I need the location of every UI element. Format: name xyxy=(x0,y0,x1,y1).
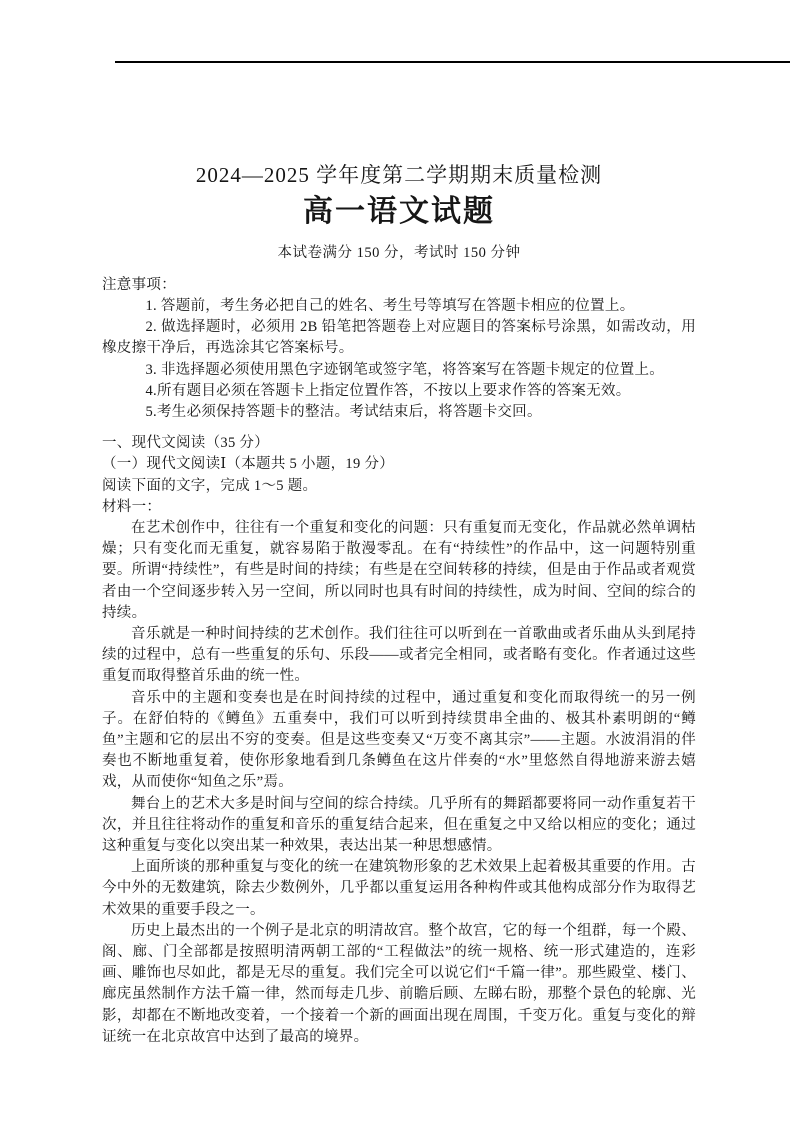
material-label: 材料一： xyxy=(102,498,162,515)
exam-session-title: 2024—2025 学年度第二学期期末质量检测 xyxy=(195,163,603,187)
notice-item: 1. 答题前，考生务必把自己的姓名、考生号等填写在答题卡相应的位置上。 xyxy=(145,297,635,314)
subsection-heading: （一）现代文阅读Ⅰ（本题共 5 小题，19 分） xyxy=(102,456,395,473)
material-paragraph: 音乐就是一种时间持续的艺术创作。我们往往可以听到在一首歌曲或者乐曲从头到尾持续的过程中，总有一些重复的乐句、乐段——或者完全相同，或者略有变化。作者通过这些重复而取得整首乐曲的统一性。 xyxy=(102,626,696,685)
exam-info: 本试卷满分 150 分，考试时 150 分钟 xyxy=(277,244,521,261)
notice-item: 3. 非选择题必须使用黑色字迹钢笔或签字笔，将答案写在答题卡规定的位置上。 xyxy=(145,361,665,378)
page-content xyxy=(102,162,696,1048)
notice-item: 2. 做选择题时，必须用 2B 铅笔把答题卷上对应题目的答案标号涂黑，如需改动，用橡皮擦干净后，再选涂其它答案标号。 xyxy=(102,319,696,357)
reading-instruction: 阅读下面的文字，完成 1～5 题。 xyxy=(102,477,318,494)
section-heading: 一、现代文阅读（35 分） xyxy=(102,435,270,452)
notice-item: 5.考生必须保持答题卡的整洁。考试结束后，将答题卡交回。 xyxy=(145,403,542,420)
notice-section xyxy=(102,275,696,423)
material-paragraph: 上面所谈的那种重复与变化的统一在建筑物形象的艺术效果上起着极其重要的作用。古今中外的无数建筑，除去少数例外，几乎都以重复运用各种构件或其他构成部分作为取得艺术效果的重要手段之一。 xyxy=(102,859,696,918)
material-paragraph: 历史上最杰出的一个例子是北京的明清故宫。整个故宫，它的每一个组群，每一个殿、阁、廊、门全部都是按照明清两朝工部的“工程做法”的统一规格、统一形式建造的，连彩画、雕饰也尽如此，都是无尽的重复。我们完全可以说它们“千篇一律”。那些殿堂、楼门、廊庑虽然制作方法千篇一律，然而每走几步、前瞻后顾、左睇右盼，那整个景色的轮廓、光影，却都在不断地改变着，一个接着一个新的画面出现在周围，千变万化。重复与变化的辩证统一在北京故宫中达到了最高的境界。 xyxy=(102,922,696,1045)
header-rule xyxy=(115,61,790,63)
notice-title: 注意事项： xyxy=(102,276,176,293)
material-paragraph: 舞台上的艺术大多是时间与空间的综合持续。几乎所有的舞蹈都要将同一动作重复若干次，并且往往将动作的重复和音乐的重复结合起来，但在重复之中又给以相应的变化；通过这种重复与变化以突出某一种效果，表达出某一种思想感情。 xyxy=(102,795,696,855)
exam-subject-title: 高一语文试题 xyxy=(303,195,495,229)
material-paragraph: 在艺术创作中，往往有一个重复和变化的问题：只有重复而无变化，作品就必然单调枯燥；只有变化而无重复，就容易陷于散漫零乱。在有“持续性”的作品中，这一问题特别重要。所谓“持续性”，有些是时间的持续；有些是在空间转移的持续，但是由于作品或者观赏者由一个空间逐步转入另一空间，所以同时也具有时间的持续性，成为时间、空间的综合的持续。 xyxy=(102,519,696,621)
material-paragraph: 音乐中的主题和变奏也是在时间持续的过程中，通过重复和变化而取得统一的另一例子。在舒伯特的《鳟鱼》五重奏中，我们可以听到持续贯串全曲的、极其朴素明朗的“鳟鱼”主题和它的层出不穷的变奏。但是这些变奏又“万变不离其宗”——主题。水波涓涓的伴奏也不断地重复着，使你形象地看到几条鳟鱼在这片伴奏的“水”里悠然自得地游来游去嬉戏，从而使你“知鱼之乐”焉。 xyxy=(102,689,696,791)
notice-item: 4.所有题目必须在答题卡上指定位置作答，不按以上要求作答的答案无效。 xyxy=(145,382,631,399)
